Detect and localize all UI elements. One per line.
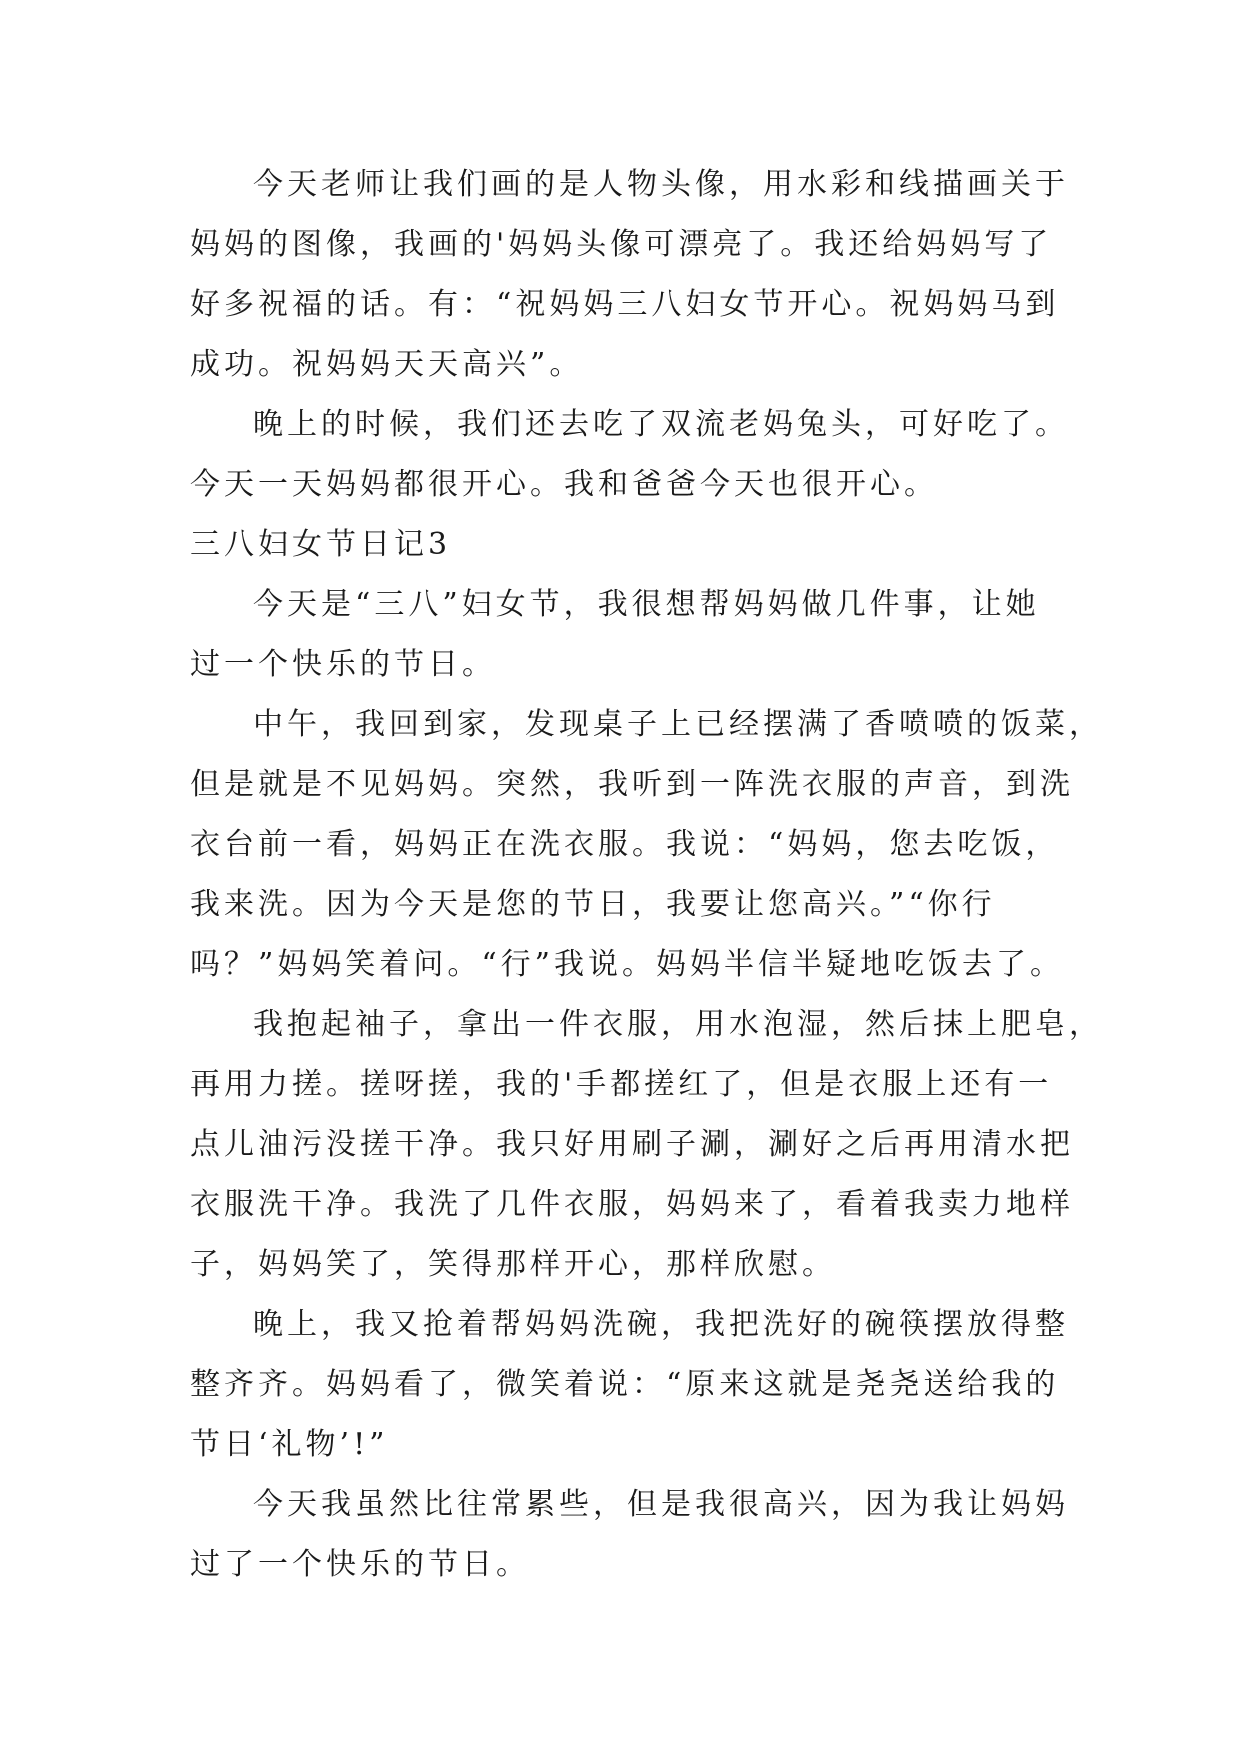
- paragraph-line: 衣服洗干净。我洗了几件衣服，妈妈来了，看着我卖力地样: [190, 1187, 1074, 1222]
- paragraph-line: 过一个快乐的节日。: [190, 647, 496, 682]
- paragraph-line: 但是就是不见妈妈。突然，我听到一阵洗衣服的声音，到洗: [190, 767, 1074, 802]
- paragraph-line: 晚上的时候，我们还去吃了双流老妈兔头，可好吃了。: [253, 407, 1069, 442]
- paragraph-line: 整齐齐。妈妈看了，微笑着说：“原来这就是尧尧送给我的: [190, 1367, 1060, 1402]
- paragraph-line: 过了一个快乐的节日。: [190, 1547, 530, 1582]
- paragraph-line: 再用力搓。搓呀搓，我的'手都搓红了，但是衣服上还有一: [190, 1067, 1053, 1102]
- paragraph-line: 子，妈妈笑了，笑得那样开心，那样欣慰。: [190, 1247, 836, 1282]
- paragraph-line: 衣台前一看，妈妈正在洗衣服。我说：“妈妈，您去吃饭，: [190, 827, 1060, 862]
- paragraph-line: 我抱起袖子，拿出一件衣服，用水泡湿，然后抹上肥皂，: [253, 1007, 1103, 1042]
- paragraph-line: 点儿油污没搓干净。我只好用刷子涮，涮好之后再用清水把: [190, 1127, 1074, 1162]
- paragraph-line: 今天一天妈妈都很开心。我和爸爸今天也很开心。: [190, 467, 938, 502]
- paragraph-line: 今天我虽然比往常累些，但是我很高兴，因为我让妈妈: [253, 1487, 1069, 1522]
- paragraph-line: 晚上，我又抢着帮妈妈洗碗，我把洗好的碗筷摆放得整: [253, 1307, 1069, 1342]
- paragraph-line: 我来洗。因为今天是您的节日，我要让您高兴。”“你行: [190, 887, 996, 922]
- paragraph-line: 中午，我回到家，发现桌子上已经摆满了香喷喷的饭菜，: [253, 707, 1103, 742]
- paragraph-line: 今天是“三八”妇女节，我很想帮妈妈做几件事，让她: [253, 587, 1040, 622]
- paragraph-line: 好多祝福的话。有：“祝妈妈三八妇女节开心。祝妈妈马到: [190, 287, 1060, 322]
- paragraph-line: 吗？”妈妈笑着问。“行”我说。妈妈半信半疑地吃饭去了。: [190, 947, 1065, 982]
- paragraph-line: 今天老师让我们画的是人物头像，用水彩和线描画关于: [253, 167, 1069, 202]
- paragraph-line: 节日‘礼物’!”: [190, 1427, 389, 1462]
- paragraph-line: 成功。祝妈妈天天高兴”。: [190, 347, 584, 382]
- paragraph-line: 妈妈的图像，我画的'妈妈头像可漂亮了。我还给妈妈写了: [190, 227, 1053, 262]
- section-heading: 三八妇女节日记3: [190, 527, 452, 562]
